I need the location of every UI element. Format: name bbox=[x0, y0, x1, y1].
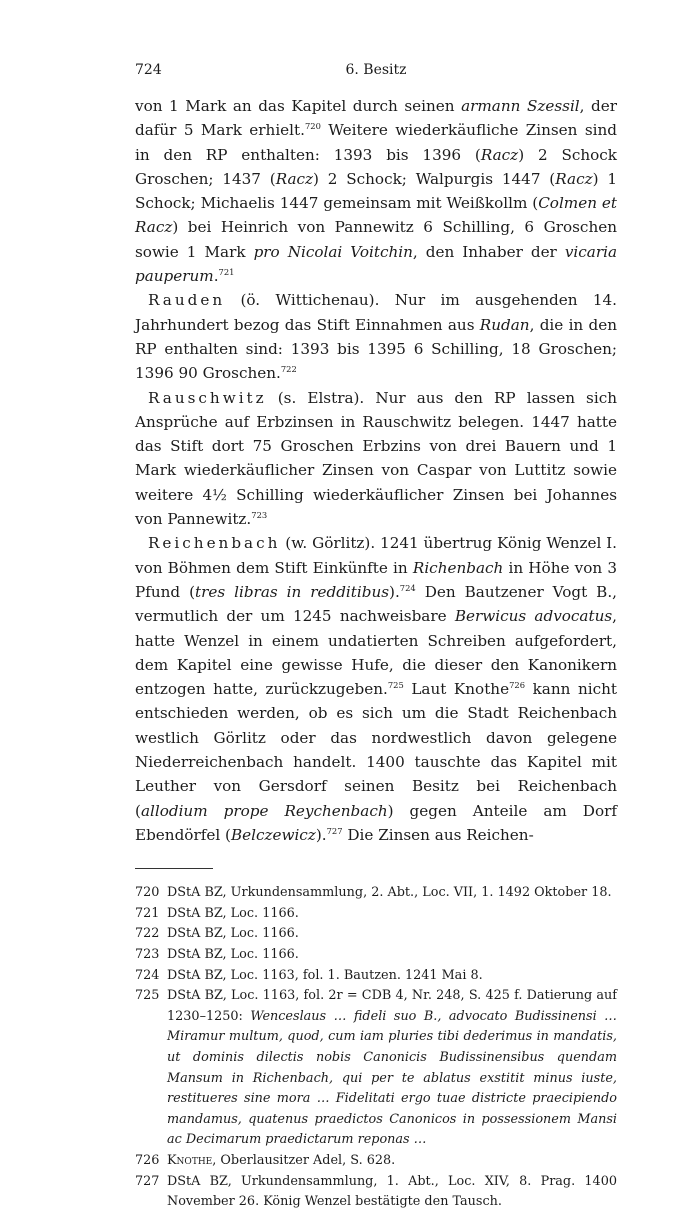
italic-text: allodium prope Reychenbach bbox=[140, 801, 388, 820]
footnote-citation: , Oberlausitzer Adel, S. 628. bbox=[212, 1152, 396, 1168]
text: ) 1 Schock; Michaelis 1447 gemeinsam mit Weißkollm ( bbox=[135, 169, 617, 213]
footnote-number: 720 bbox=[135, 885, 160, 901]
text: Laut Knothe bbox=[403, 680, 510, 699]
author-name: Knothe bbox=[167, 1152, 213, 1168]
footnote bbox=[135, 924, 617, 945]
text: , der dafür 5 Mark erhielt. bbox=[135, 97, 618, 140]
body-text bbox=[135, 94, 617, 847]
footnote bbox=[135, 1151, 617, 1172]
footnote-ref: 720 bbox=[304, 121, 321, 132]
italic-text: Berwicus advocatus bbox=[454, 607, 613, 626]
footnote-ref: 722 bbox=[280, 364, 297, 375]
text: ). bbox=[389, 582, 400, 601]
footnote-ref: 723 bbox=[251, 509, 268, 520]
footnote bbox=[135, 1172, 617, 1213]
italic-text: Richenbach bbox=[412, 558, 504, 577]
footnote-ref: 721 bbox=[218, 267, 235, 278]
text: , hatte Wenzel in einem undatierten Schreiben aufgefordert, dem Kapitel eine gewisse Hufe, die dieser den Kanonikern entzogen hatte, zurückzugeben. bbox=[135, 607, 617, 699]
footnote-number: 725 bbox=[135, 988, 160, 1004]
footnote-number: 722 bbox=[135, 926, 160, 942]
page-header bbox=[135, 62, 617, 82]
running-title: 6. Besitz bbox=[345, 62, 407, 78]
footnote-ref: 726 bbox=[509, 680, 526, 691]
footnotes bbox=[135, 883, 617, 1213]
footnote bbox=[135, 986, 617, 1151]
italic-text: Rudan bbox=[479, 315, 530, 334]
text: , die in den RP enthalten sind: 1393 bis 1395 6 Schilling, 18 Groschen; 1396 90 Groschen. bbox=[135, 315, 618, 383]
text: . bbox=[213, 267, 219, 286]
footnote-ref: 727 bbox=[326, 825, 343, 836]
italic-text: Colmen et Racz bbox=[135, 194, 617, 237]
text: ) 2 Schock Groschen; 1437 ( bbox=[135, 145, 617, 188]
footnote-text: DStA BZ, Loc. 1166. bbox=[167, 905, 299, 921]
footnote-number: 721 bbox=[135, 905, 160, 921]
page-number: 724 bbox=[135, 62, 162, 78]
italic-text: armann Szessil bbox=[461, 97, 580, 115]
footnote bbox=[135, 966, 617, 987]
text: in Höhe von 3 Pfund ( bbox=[135, 558, 617, 601]
text: ). bbox=[315, 825, 327, 844]
footnote-ref: 724 bbox=[399, 582, 416, 593]
footnote-number: 724 bbox=[135, 967, 160, 983]
footnote-text bbox=[167, 986, 617, 1151]
text: , den Inhaber der bbox=[412, 242, 565, 261]
footnote bbox=[135, 883, 617, 904]
italic-text: Racz bbox=[275, 169, 314, 188]
italic-text: Racz bbox=[480, 145, 519, 164]
text: (ö. Wittichenau). Nur im ausgehenden 14. Jahrhundert bezog das Stift Einnahmen aus bbox=[135, 291, 617, 334]
italic-text: vicaria pauperum bbox=[135, 242, 617, 286]
text: Die Zinsen aus Reichen- bbox=[342, 825, 534, 844]
footnote-text: DStA BZ, Loc. 1166. bbox=[167, 926, 299, 942]
italic-text: pro Nicolai Voitchin bbox=[253, 242, 413, 261]
text: ) 2 Schock; Walpurgis 1447 ( bbox=[313, 169, 556, 188]
text: Den Bautzener Vogt B., vermutlich der um 1245 nachweisbare bbox=[135, 582, 617, 626]
footnote-number: 727 bbox=[135, 1173, 160, 1189]
place-heading: Reichenbach bbox=[148, 534, 281, 553]
text: (w. Görlitz). 1241 übertrug König Wenzel I. von Böhmen dem Stift Einkünfte in bbox=[135, 534, 617, 577]
place-heading: Rauden bbox=[148, 291, 226, 310]
footnote-text: DStA BZ, Loc. 1166. bbox=[167, 946, 299, 962]
text: (s. Elstra). Nur aus den RP lassen sich Ansprüche auf Erbzinsen in Rauschwitz belegen. 1447 hatte das Stift dort 75 Groschen Erbzins von drei Bauern und 1 Mark wiederkäuflicher Zinsen von Caspar von Luttitz sowie weitere 4½ Schilling wiederkäuflicher Zinsen bei Johannes von Pannewitz. bbox=[135, 388, 617, 529]
footnote-citation: DStA BZ, Loc. 1163, fol. 2r = CDB 4, Nr. 248, S. 425 f. Datierung auf 1230–1250: bbox=[167, 988, 617, 1024]
footnote-separator bbox=[135, 868, 213, 869]
paragraph bbox=[135, 94, 617, 288]
footnote bbox=[135, 945, 617, 966]
text: kann nicht entschieden werden, ob es sich um die Stadt Reichenbach westlich Görlitz oder das nordwestlich davon gelegene Niederreichenbach handelt. 1400 tauschte das Kapitel mit Leuther von Gersdorf seinen Besitz bei Reichenbach ( bbox=[135, 680, 617, 820]
paragraph bbox=[135, 531, 617, 847]
footnote-text: DStA BZ, Urkundensammlung, 1. Abt., Loc. XIV, 8. Prag. 1400 November 26. König Wenzel bestätigte den Tausch. bbox=[167, 1173, 617, 1210]
footnote-text: DStA BZ, Urkundensammlung, 2. Abt., Loc. VII, 1. 1492 Oktober 18. bbox=[167, 885, 612, 901]
text: von 1 Mark an das Kapitel durch seinen bbox=[135, 97, 462, 115]
paragraph bbox=[135, 386, 617, 532]
latin-quote: Wenceslaus … fideli suo B., advocato Budissinensi … Miramur multum, quod, cum iam pluries tibi dederimus in mandatis, ut dominis dilectis nobis Canonicis Budissinensibus quendam Mansum in Richenbach, qui per te ablatus exstitit minus iuste, restitueres sine mora … Fidelitati ergo tuae districte praecipiendo mandamus, quatenus praedictos Canonicos in possessionem Mansi ac Decimarum praedictarum reponas … bbox=[167, 1008, 617, 1148]
footnote bbox=[135, 904, 617, 925]
place-heading: Rauschwitz bbox=[148, 388, 267, 407]
italic-text: tres libras in redditibus bbox=[195, 582, 390, 601]
paragraph bbox=[135, 288, 617, 385]
text: ) bei Heinrich von Pannewitz 6 Schilling, 6 Groschen sowie 1 Mark bbox=[135, 218, 617, 261]
footnote-ref: 725 bbox=[387, 680, 404, 691]
footnote-text: DStA BZ, Loc. 1163, fol. 1. Bautzen. 1241 Mai 8. bbox=[167, 967, 483, 983]
text: Weitere wiederkäufliche Zinsen sind in den RP enthalten: 1393 bis 1396 ( bbox=[135, 121, 617, 164]
italic-text: Belczewicz bbox=[230, 825, 316, 844]
book-page bbox=[135, 62, 617, 1213]
text: ) gegen Anteile am Dorf Ebendörfel ( bbox=[135, 801, 617, 844]
footnote-number: 726 bbox=[135, 1152, 160, 1168]
footnote-number: 723 bbox=[135, 946, 160, 962]
footnote-text bbox=[167, 1151, 617, 1172]
italic-text: Racz bbox=[555, 169, 593, 188]
